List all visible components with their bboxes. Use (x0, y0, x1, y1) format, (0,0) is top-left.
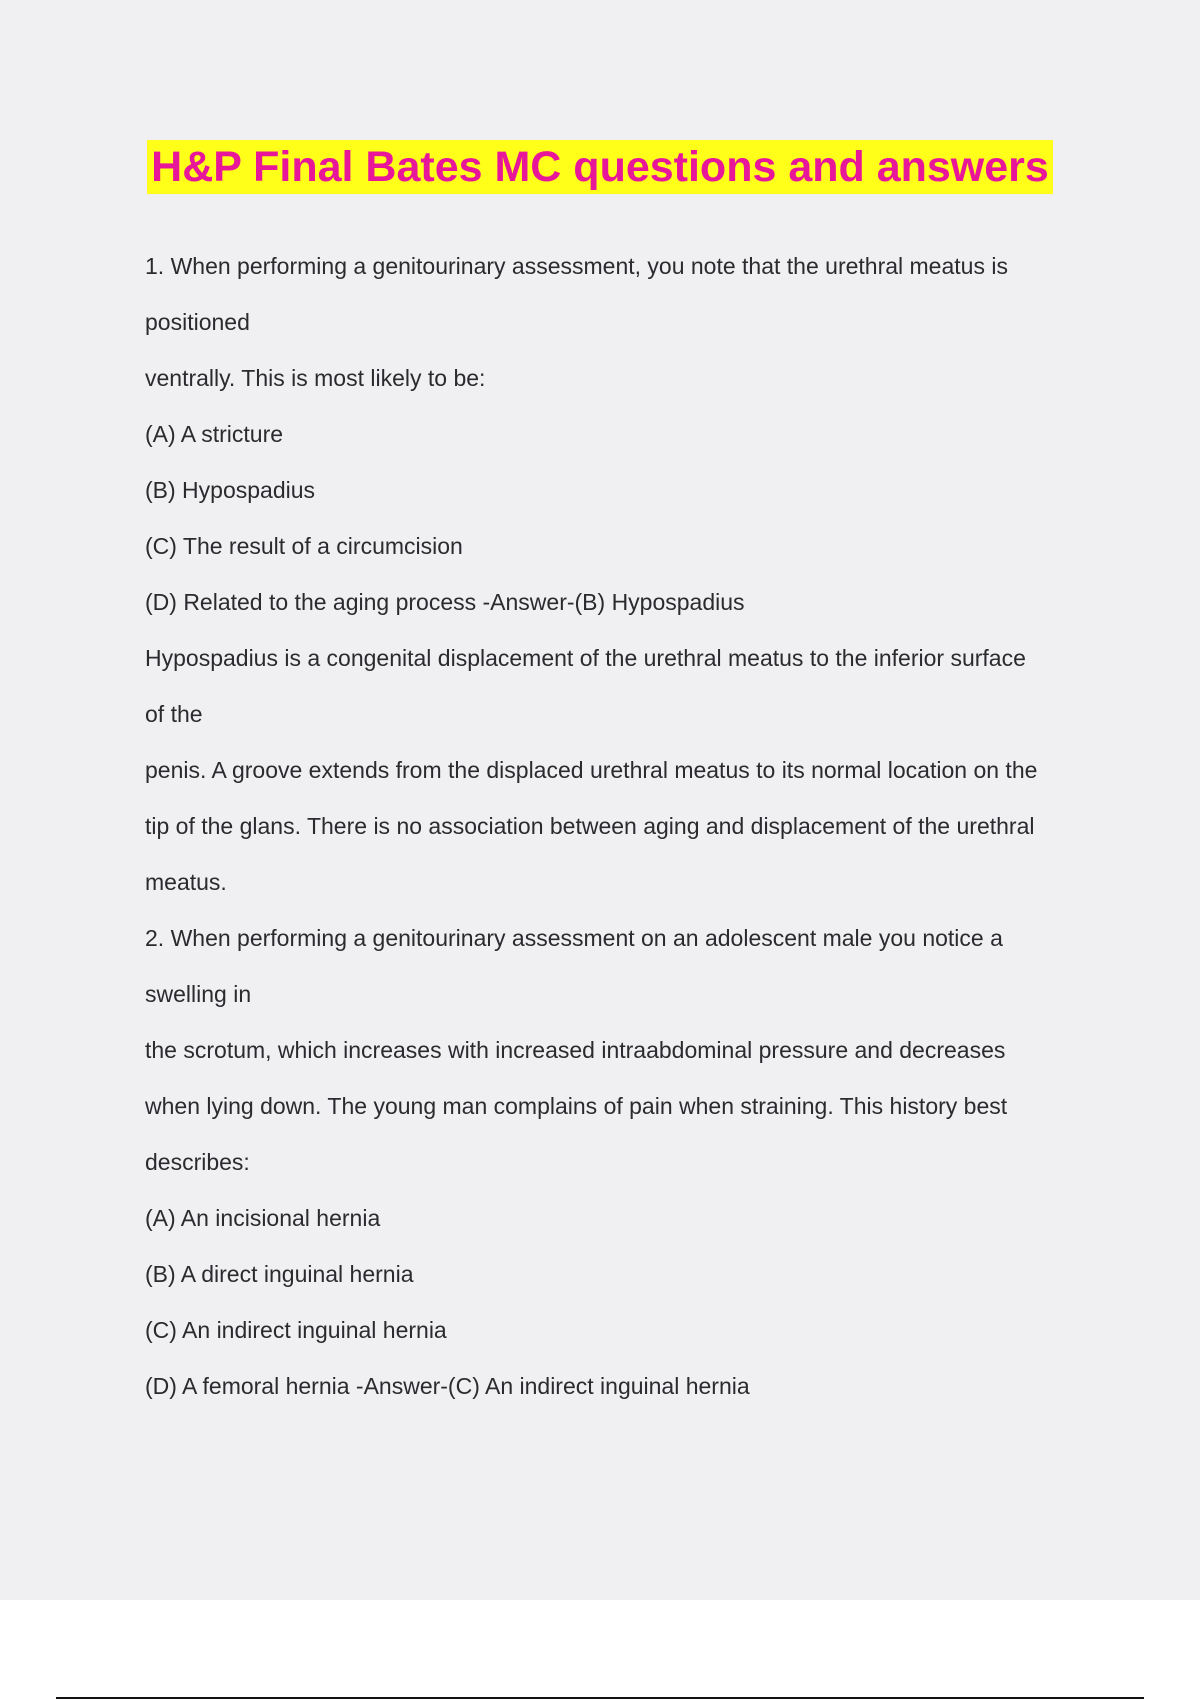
answer-option: (B) Hypospadius (145, 477, 316, 503)
text-line: when lying down. The young man complains of pain when straining. This history best (145, 1093, 1008, 1119)
explanation-line: tip of the glans. There is no association between aging and displacement of the urethral (145, 813, 1035, 839)
answer-option: (A) A stricture (145, 421, 284, 447)
text-line: ventrally. This is most likely to be: (145, 365, 486, 391)
explanation-line: penis. A groove extends from the displaced urethral meatus to its normal location on the (145, 757, 1038, 783)
answer-option: (C) The result of a circumcision (145, 533, 463, 559)
page-footer (0, 1600, 1200, 1700)
text-line: the scrotum, which increases with increased intraabdominal pressure and decreases (145, 1037, 1006, 1063)
explanation-line: of the (145, 701, 203, 727)
explanation-line: Hypospadius is a congenital displacement of the urethral meatus to the inferior surface (145, 645, 1026, 671)
footer-divider (56, 1697, 1144, 1699)
answer-option: (C) An indirect inguinal hernia (145, 1317, 447, 1343)
explanation-line: meatus. (145, 869, 227, 895)
answer-option: (D) Related to the aging process -Answer-(B) Hypospadius (145, 589, 745, 615)
text-line: 1. When performing a genitourinary assessment, you note that the urethral meatus is (145, 253, 1008, 279)
text-line: swelling in (145, 981, 252, 1007)
document-title: H&P Final Bates MC questions and answers (147, 140, 1053, 194)
text-line: describes: (145, 1149, 250, 1175)
answer-option: (A) An incisional hernia (145, 1205, 381, 1231)
answer-option: (B) A direct inguinal hernia (145, 1261, 414, 1287)
title-block (0, 140, 1200, 194)
answer-option: (D) A femoral hernia -Answer-(C) An indirect inguinal hernia (145, 1373, 750, 1399)
text-line: 2. When performing a genitourinary assessment on an adolescent male you notice a (145, 925, 1003, 951)
text-line: positioned (145, 309, 250, 335)
document-body (145, 238, 1105, 1414)
